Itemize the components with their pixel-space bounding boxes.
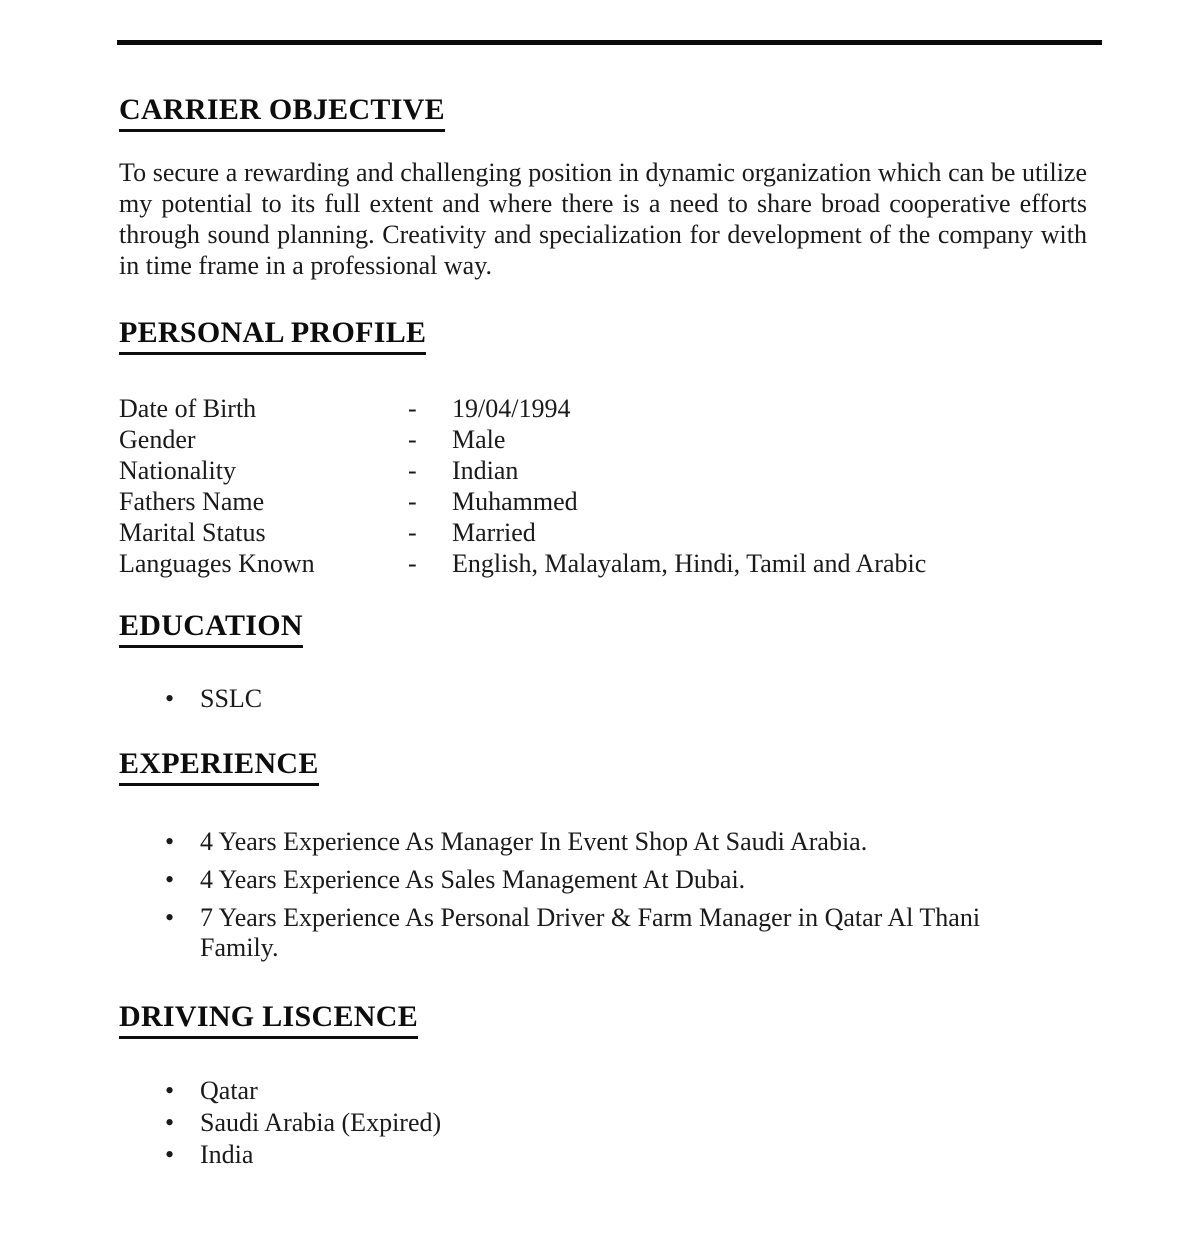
resume-content [0,92,1202,1170]
list-item [119,1108,1087,1138]
list-item [119,827,1087,857]
profile-value: 19/04/1994 [452,394,571,423]
experience-item-text: 4 Years Experience As Manager In Event Shop At Saudi Arabia. [200,827,868,856]
personal-profile-heading-text: PERSONAL PROFILE [119,315,426,355]
personal-profile-table [119,393,1087,579]
profile-label: Marital Status [119,518,266,547]
section-heading-carrier-objective [119,92,1087,132]
experience-list [119,827,1087,963]
bullet-icon: • [165,827,175,856]
driving-liscence-heading-text: DRIVING LISCENCE [119,999,418,1039]
section-heading-experience [119,746,1087,786]
driving-liscence-item-text: Qatar [200,1076,258,1105]
profile-label: Languages Known [119,549,315,578]
carrier-objective-heading-text: CARRIER OBJECTIVE [119,92,445,132]
bullet-icon: • [165,865,175,894]
profile-value: English, Malayalam, Hindi, Tamil and Arabic [452,549,927,578]
list-item [119,1140,1087,1170]
profile-value: Male [452,425,506,454]
profile-label: Gender [119,425,196,454]
driving-liscence-item-text: Saudi Arabia (Expired) [200,1108,442,1137]
profile-value: Muhammed [452,487,578,516]
section-heading-personal-profile [119,315,1087,355]
profile-separator: - [408,487,417,516]
bullet-icon: • [165,684,175,713]
section-heading-driving-liscence [119,999,1087,1039]
driving-liscence-item-text: India [200,1140,254,1169]
experience-item-text: 4 Years Experience As Sales Management At Dubai. [200,865,746,894]
carrier-objective-paragraph: To secure a rewarding and challenging position in dynamic organization which can be utilize my potential to its full extent and where there is a need to share broad cooperative efforts through sound planning. Creativity and specialization for development of the company with in time frame in a professional way. [119,158,1087,280]
bullet-icon: • [165,903,175,932]
profile-separator: - [408,549,417,578]
education-item-text: SSLC [200,684,263,713]
profile-label: Nationality [119,456,236,485]
driving-liscence-list [119,1076,1087,1170]
profile-separator: - [408,394,417,423]
profile-value: Married [452,518,536,547]
profile-label: Date of Birth [119,394,257,423]
education-list [119,684,1087,714]
resume-page [0,40,1202,1244]
profile-separator: - [408,456,417,485]
header-divider [117,40,1102,45]
experience-heading-text: EXPERIENCE [119,746,319,786]
list-item [119,684,1087,714]
bullet-icon: • [165,1076,175,1105]
list-item [119,865,1087,895]
bullet-icon: • [165,1140,175,1169]
profile-label: Fathers Name [119,487,265,516]
education-heading-text: EDUCATION [119,608,303,648]
profile-separator: - [408,518,417,547]
profile-separator: - [408,425,417,454]
experience-item-text: 7 Years Experience As Personal Driver & Farm Manager in Qatar Al Thani Family. [200,903,981,962]
section-heading-education [119,608,1087,648]
profile-value: Indian [452,456,519,485]
list-item [119,1076,1087,1106]
bullet-icon: • [165,1108,175,1137]
list-item [119,903,1087,963]
